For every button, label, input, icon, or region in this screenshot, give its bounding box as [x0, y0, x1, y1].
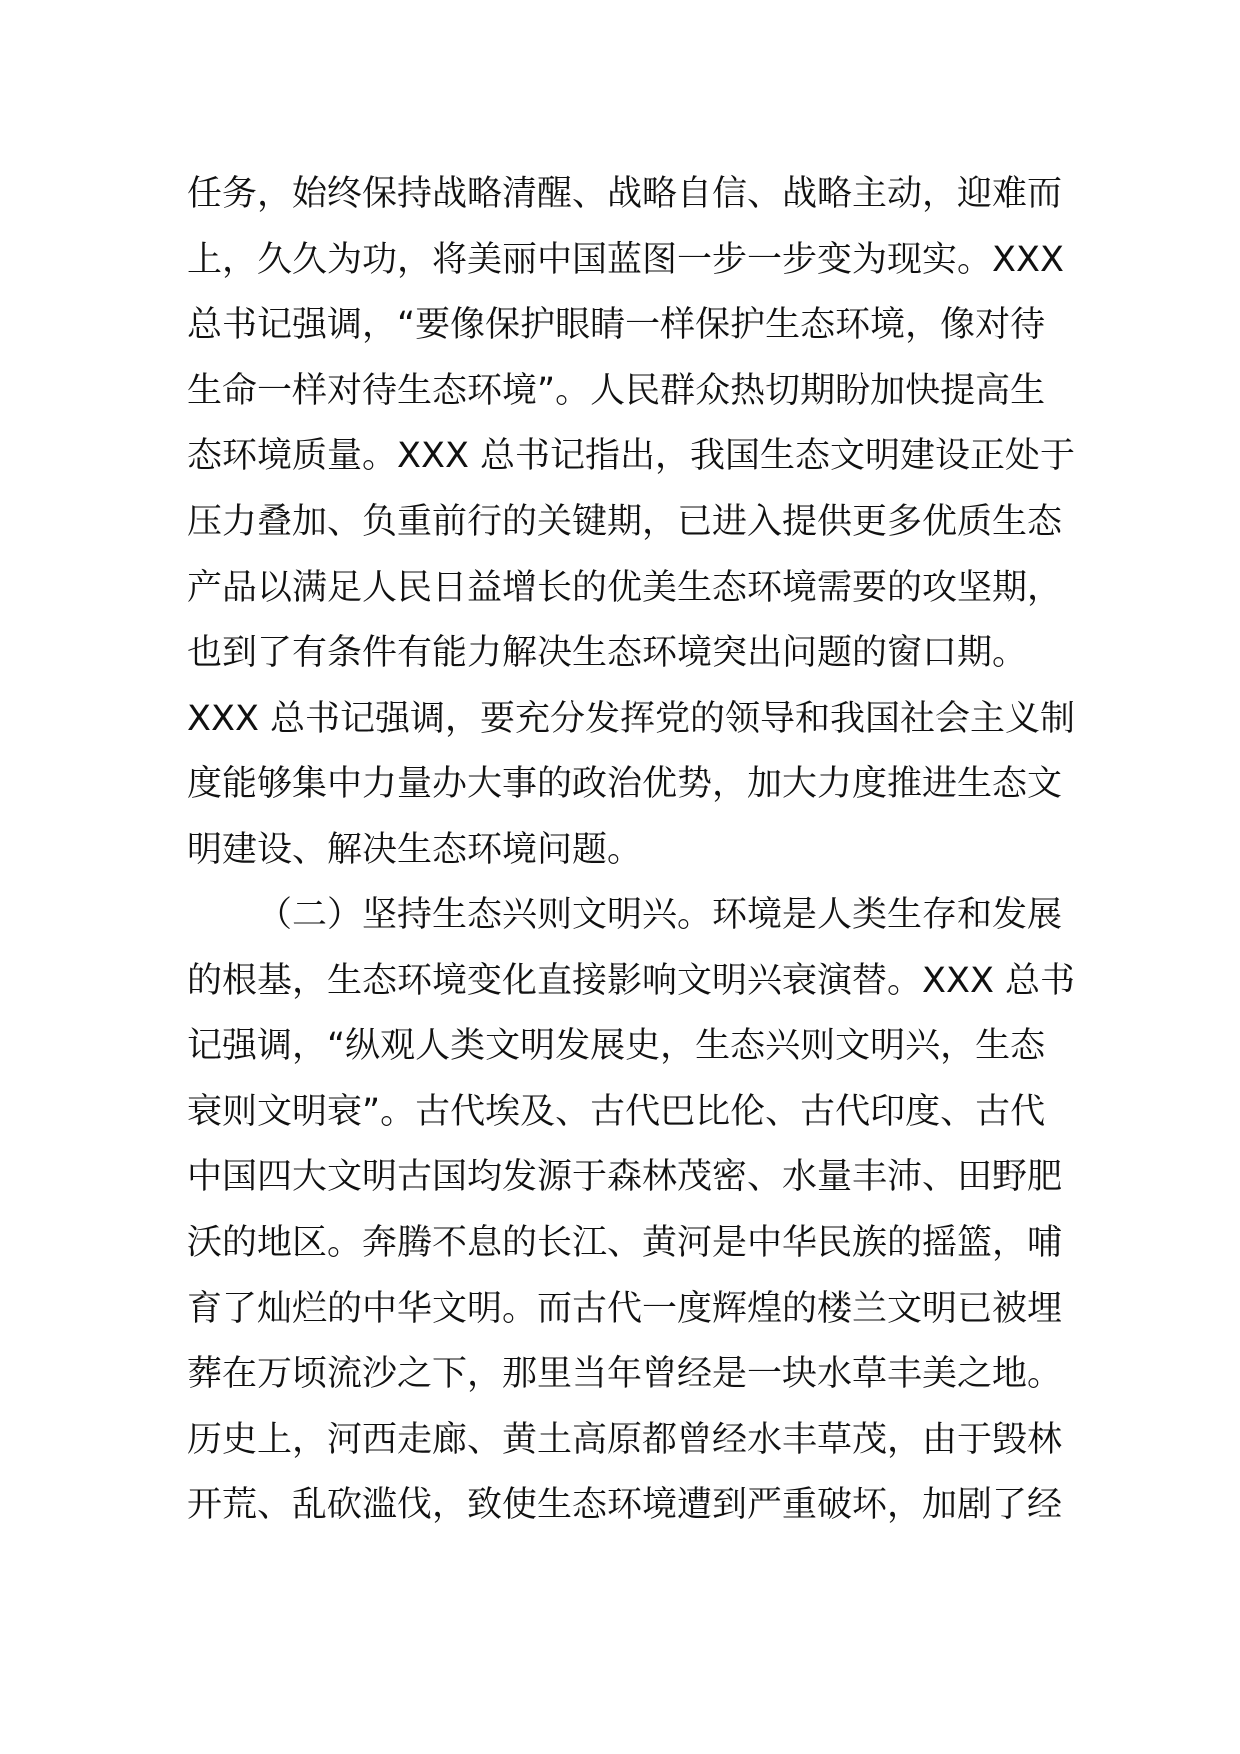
text-line: 明建设、解决生态环境问题。	[187, 829, 643, 870]
text-line: 沃的地区。奔腾不息的长江、黄河是中华民族的摇篮，哺	[187, 1222, 1063, 1263]
text-line: 产品以满足人民日益增长的优美生态环境需要的攻坚期，	[187, 567, 1063, 608]
text-line: 度能够集中力量办大事的政治优势，加大力度推进生态文	[187, 764, 1063, 805]
text-line: 态环境质量。XXX 总书记指出，我国生态文明建设正处于	[187, 436, 1076, 477]
text-line: 育了灿烂的中华文明。而古代一度辉煌的楼兰文明已被埋	[187, 1288, 1063, 1329]
text-line: 压力叠加、负重前行的关键期，已进入提供更多优质生态	[187, 501, 1063, 542]
text-line: 记强调，“纵观人类文明发展史，生态兴则文明兴，生态	[187, 1026, 1046, 1067]
paragraph-continued	[187, 162, 1076, 884]
text-line: 葬在万顷流沙之下，那里当年曾经是一块水草丰美之地。	[187, 1354, 1063, 1395]
text-line: 历史上，河西走廊、黄土高原都曾经水丰草茂，由于毁林	[187, 1419, 1063, 1460]
text-line: 生命一样对待生态环境”。人民群众热切期盼加快提高生	[187, 370, 1046, 411]
paragraph-section-2	[187, 883, 1076, 1539]
text-line: XXX 总书记强调，要充分发挥党的领导和我国社会主义制	[187, 698, 1076, 739]
text-line: 中国四大文明古国均发源于森林茂密、水量丰沛、田野肥	[187, 1157, 1063, 1198]
text-line: 任务，始终保持战略清醒、战略自信、战略主动，迎难而	[187, 174, 1063, 214]
text-line: 衰则文明衰”。古代埃及、古代巴比伦、古代印度、古代	[187, 1091, 1046, 1132]
section-heading-line: （二）坚持生态兴则文明兴。环境是人类生存和发展	[257, 895, 1063, 935]
text-line: 上，久久为功，将美丽中国蓝图一步一步变为现实。XXX	[187, 239, 1064, 280]
text-line: 也到了有条件有能力解决生态环境突出问题的窗口期。	[187, 633, 1028, 674]
text-line: 开荒、乱砍滥伐，致使生态环境遭到严重破坏，加剧了经	[187, 1485, 1063, 1526]
text-line: 的根基，生态环境变化直接影响文明兴衰演替。XXX 总书	[187, 960, 1076, 1001]
text-line: 总书记强调，“要像保护眼睛一样保护生态环境，像对待	[187, 305, 1046, 346]
